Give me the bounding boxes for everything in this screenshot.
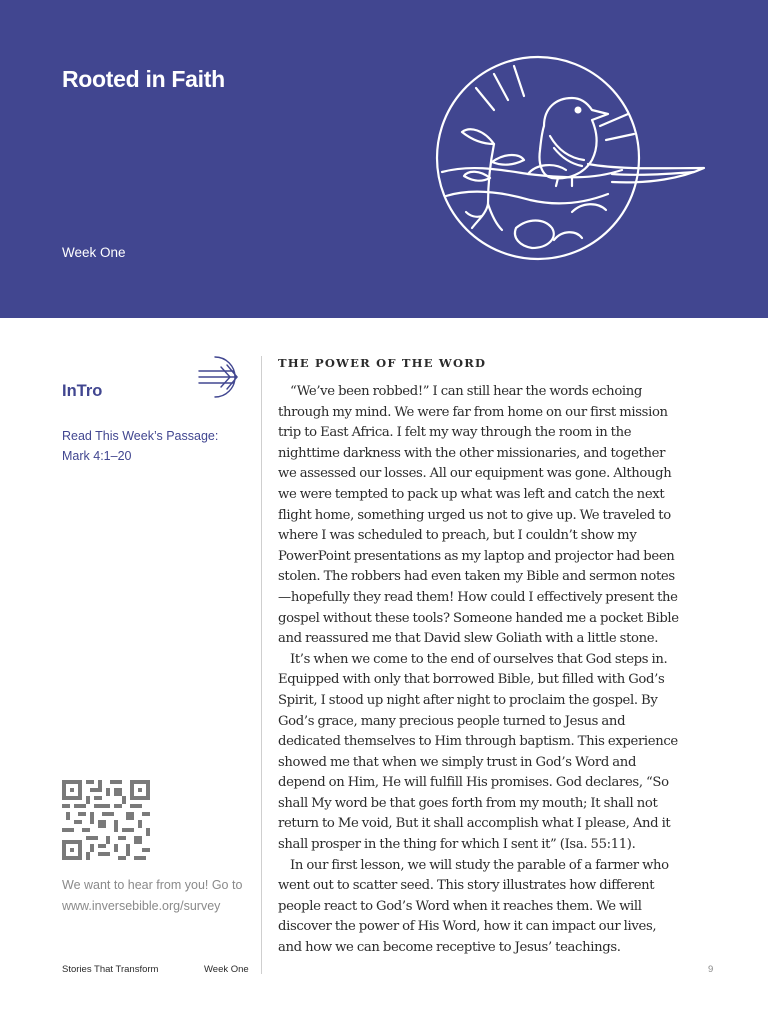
article-paragraph: “We’ve been robbed!” I can still hear the words echoing through my mind. We were far from home on our first mission trip to East Africa. I felt my way through the room in the nighttime darkness with the other missionaries, and together we assessed our losses. All our equipment was gone. Although we were tempted to pack up what was left and catch the next flight home, something urged us not to give up. We traveled to where I was scheduled to preach, but I couldn’t show my PowerPoint presentations as my laptop and projector had been stolen. The robbers had even taken my Bible and sermon notes—hopefully they read them! How could I effectively present the gospel without these tools? Someone handed me a pocket Bible and reassured me that David slew Goliath with a little stone. [278,384,679,647]
passage-label: Read This Week’s Passage: [62,429,219,443]
article-paragraph: In our first lesson, we will study the parable of a farmer who went out to scatter seed. This story illustrates how different people react to God’s Word when it reaches them. We will discover the power of His Word, how it can impact our lives, and how we can become receptive to Jesus’ teachings. [278,857,669,956]
footer-week: Week One [204,964,249,975]
qr-code-icon[interactable] [62,780,150,860]
section-heading: THE POWER OF THE WORD [278,356,487,370]
survey-text: We want to hear from you! Go to [62,878,243,892]
page-number: 9 [708,964,714,975]
column-divider [261,356,262,974]
survey-link[interactable]: www.inversebible.org/survey [62,899,221,913]
article-body [278,382,682,959]
footer-series: Stories That Transform [62,964,159,975]
bird-plant-circle-icon [432,52,712,272]
page-header [0,0,768,318]
triple-arrow-circle-icon [193,354,247,400]
intro-heading: InTro [62,382,103,400]
week-label: Week One [62,245,126,260]
page-title: Rooted in Faith [62,66,225,92]
article-paragraph: It’s when we come to the end of ourselves that God steps in. Equipped with only that borrowed Bible, but filled with God’s Spirit, I stood up night after night to proclaim the gospel. By God’s grace, many precious people turned to Jesus and dedicated themselves to Him through baptism. This experience showed me that when we simply trust in God’s Word and depend on Him, He will fulfill His promises. God declares, “So shall My word be that goes forth from my mouth; It shall not return to Me void, But it shall accomplish what I please, And it shall prosper in the thing for which I sent it” (Isa. 55:11). [278,651,678,853]
passage-reference[interactable]: Mark 4:1–20 [62,449,132,463]
